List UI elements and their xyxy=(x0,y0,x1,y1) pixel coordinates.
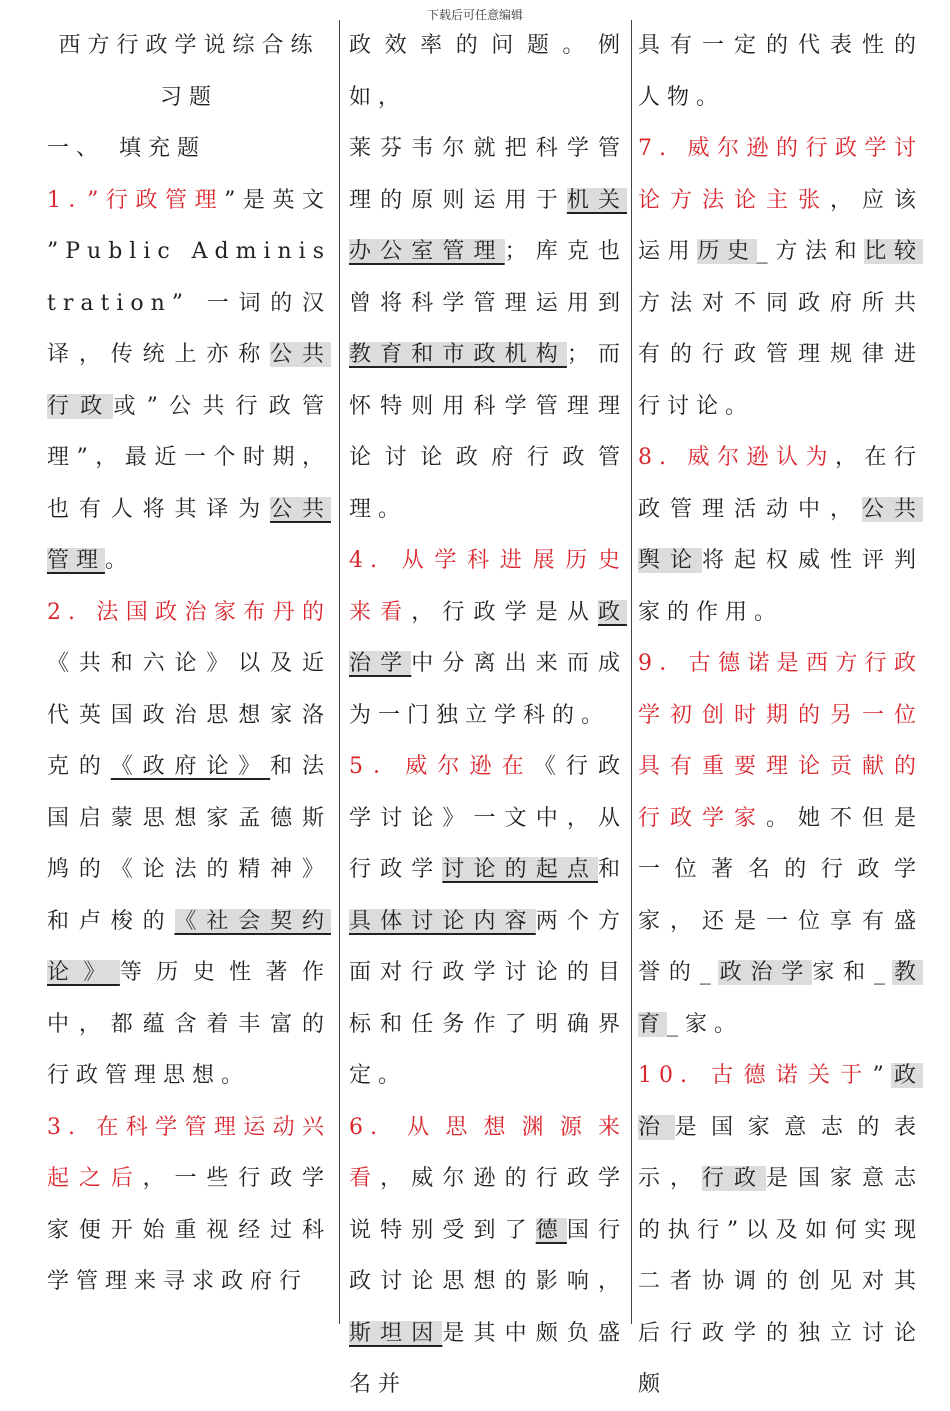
question-9-text: 。她不但是一位著名的行政学家，还是一位享有盛誉的_ xyxy=(638,805,923,985)
question-1-text: 。 xyxy=(105,548,135,573)
question-6-text: 国行政讨论思想的影响， xyxy=(349,1217,627,1294)
question-3-text: ，一些行政学家便开始重视经过科学管理来寻求政府行 xyxy=(47,1166,331,1294)
question-4-heading: 4. 从学科进展历史来看 xyxy=(349,548,627,625)
question-7-answer-1: 历史 xyxy=(697,239,757,264)
page-header-note: 下载后可任意编辑 xyxy=(426,8,523,22)
question-1-text: 或”公共行政管理”，最近一个时期，也有人将其译为 xyxy=(47,393,331,522)
question-2-text: 《共和六论》以及近代英国政治思想家洛克的 xyxy=(47,651,331,779)
question-7-heading: 7. 威尔逊的行政学讨论方法论主张 xyxy=(638,136,923,213)
question-9-answer-1: 政治学 xyxy=(717,960,813,985)
question-4-text: 中分离出来而成为一门独立学科的。 xyxy=(349,651,627,728)
column-divider xyxy=(631,20,632,1324)
question-10-text: ” xyxy=(872,1063,891,1088)
text-column-3 xyxy=(638,20,923,1397)
question-5-text: 和 xyxy=(597,857,627,882)
text-column-1 xyxy=(47,20,331,1332)
document-title-line-2: 习题 xyxy=(159,84,218,110)
question-1-answer-2: 公共管理 xyxy=(47,496,331,573)
question-5-text: 两个方面对行政学讨论的目标和任务作了明确界定。 xyxy=(349,908,627,1088)
question-10-heading: 10. 古德诺关于 xyxy=(638,1063,873,1088)
question-5-heading: 5．威尔逊在 xyxy=(349,754,534,779)
question-3-text: ；而怀特则用科学管理理论讨论政府行政管理。 xyxy=(349,342,627,522)
question-7-text: 方法对不同政府所共有的行政管理规律进行讨论。 xyxy=(638,290,923,419)
question-3-text: 莱芬韦尔就把科学管理的原则运用于 xyxy=(349,136,627,213)
question-3-answer-1: 机关办公室管理 xyxy=(349,187,627,264)
question-2-text: 等历史性著作中，都蕴含着丰富的行政管理思想。 xyxy=(47,960,331,1088)
question-8-text: ，在行政管理活动中， xyxy=(638,445,923,522)
question-10-text: 是国家意志的表示， xyxy=(638,1114,923,1191)
question-9-text: 家和_ xyxy=(812,960,893,985)
document-title-line-1: 西方行政学说综合练 xyxy=(58,33,320,58)
question-7-text: _方法和 xyxy=(756,239,865,264)
question-4-answer: 政治学 xyxy=(349,599,627,676)
question-6-text: 是其中颇负盛名并 xyxy=(349,1320,627,1397)
text-column-2 xyxy=(349,20,627,1397)
question-10-answer-2: 行政 xyxy=(702,1166,766,1191)
question-4-text: ，行政学是从 xyxy=(411,599,598,625)
question-9-text: _家。 xyxy=(667,1011,744,1037)
question-8-heading: 8. 威尔逊认为 xyxy=(638,445,835,470)
question-9-heading: 9．古德诺是西方行政学初创时期的另一位具有重要理论贡献的行政学家 xyxy=(638,651,923,831)
question-8-answer: 公共舆论 xyxy=(638,496,923,573)
question-3-answer-2: 教育和市政机构 xyxy=(349,342,567,367)
question-5-answer-2: 具体讨论内容 xyxy=(349,908,536,934)
question-6-heading: 6. 从思想渊源来看 xyxy=(349,1114,627,1191)
question-6-answer-2: 斯坦因 xyxy=(349,1320,443,1346)
question-3-text: 政效率的问题。例如， xyxy=(349,33,627,110)
question-2-answer-2: 《社会契约论》 xyxy=(47,908,331,985)
question-6-answer-1: 德 xyxy=(535,1217,567,1243)
question-6-text: 具有一定的代表性的人物。 xyxy=(638,33,923,110)
question-3-heading: 3. 在科学管理运动兴起之后 xyxy=(47,1114,331,1191)
question-10-answer-1: 政治 xyxy=(638,1063,923,1140)
question-7-answer-2: 比较 xyxy=(864,239,923,264)
question-2-text: 和法国启蒙思想家孟德斯鸠的《论法的精神》和卢梭的 xyxy=(47,754,331,934)
question-7-text: ，应该运用 xyxy=(638,187,923,264)
question-3-text: ；库克也曾将科学管理运用到 xyxy=(349,239,627,316)
question-9-answer-2: 教育 xyxy=(638,960,923,1037)
question-1-heading: 1．”行政管理 xyxy=(47,187,225,213)
question-5-answer-1: 讨论的起点 xyxy=(442,857,598,882)
question-2-answer-1: 《政府论》 xyxy=(110,754,271,779)
question-6-text: ，威尔逊的行政学说特别受到了 xyxy=(349,1166,627,1243)
question-1-answer-1: 公共行政 xyxy=(47,342,331,419)
question-10-text: 是国家意志的执行”以及如何实现二者协调的创见对其后行政学的独立讨论颇 xyxy=(638,1166,923,1397)
question-8-text: 将起权威性评判家的作用。 xyxy=(638,548,923,625)
column-divider xyxy=(339,20,340,1324)
question-2-heading: 2. 法国政治家布丹的 xyxy=(47,599,331,625)
section-heading: 一、 填充题 xyxy=(47,136,206,161)
question-5-text: 《行政学讨论》一文中，从行政学 xyxy=(349,754,627,882)
question-1-text: ”是英文 ”Public Administration” 一词的汉译，传统上亦称 xyxy=(47,187,332,367)
